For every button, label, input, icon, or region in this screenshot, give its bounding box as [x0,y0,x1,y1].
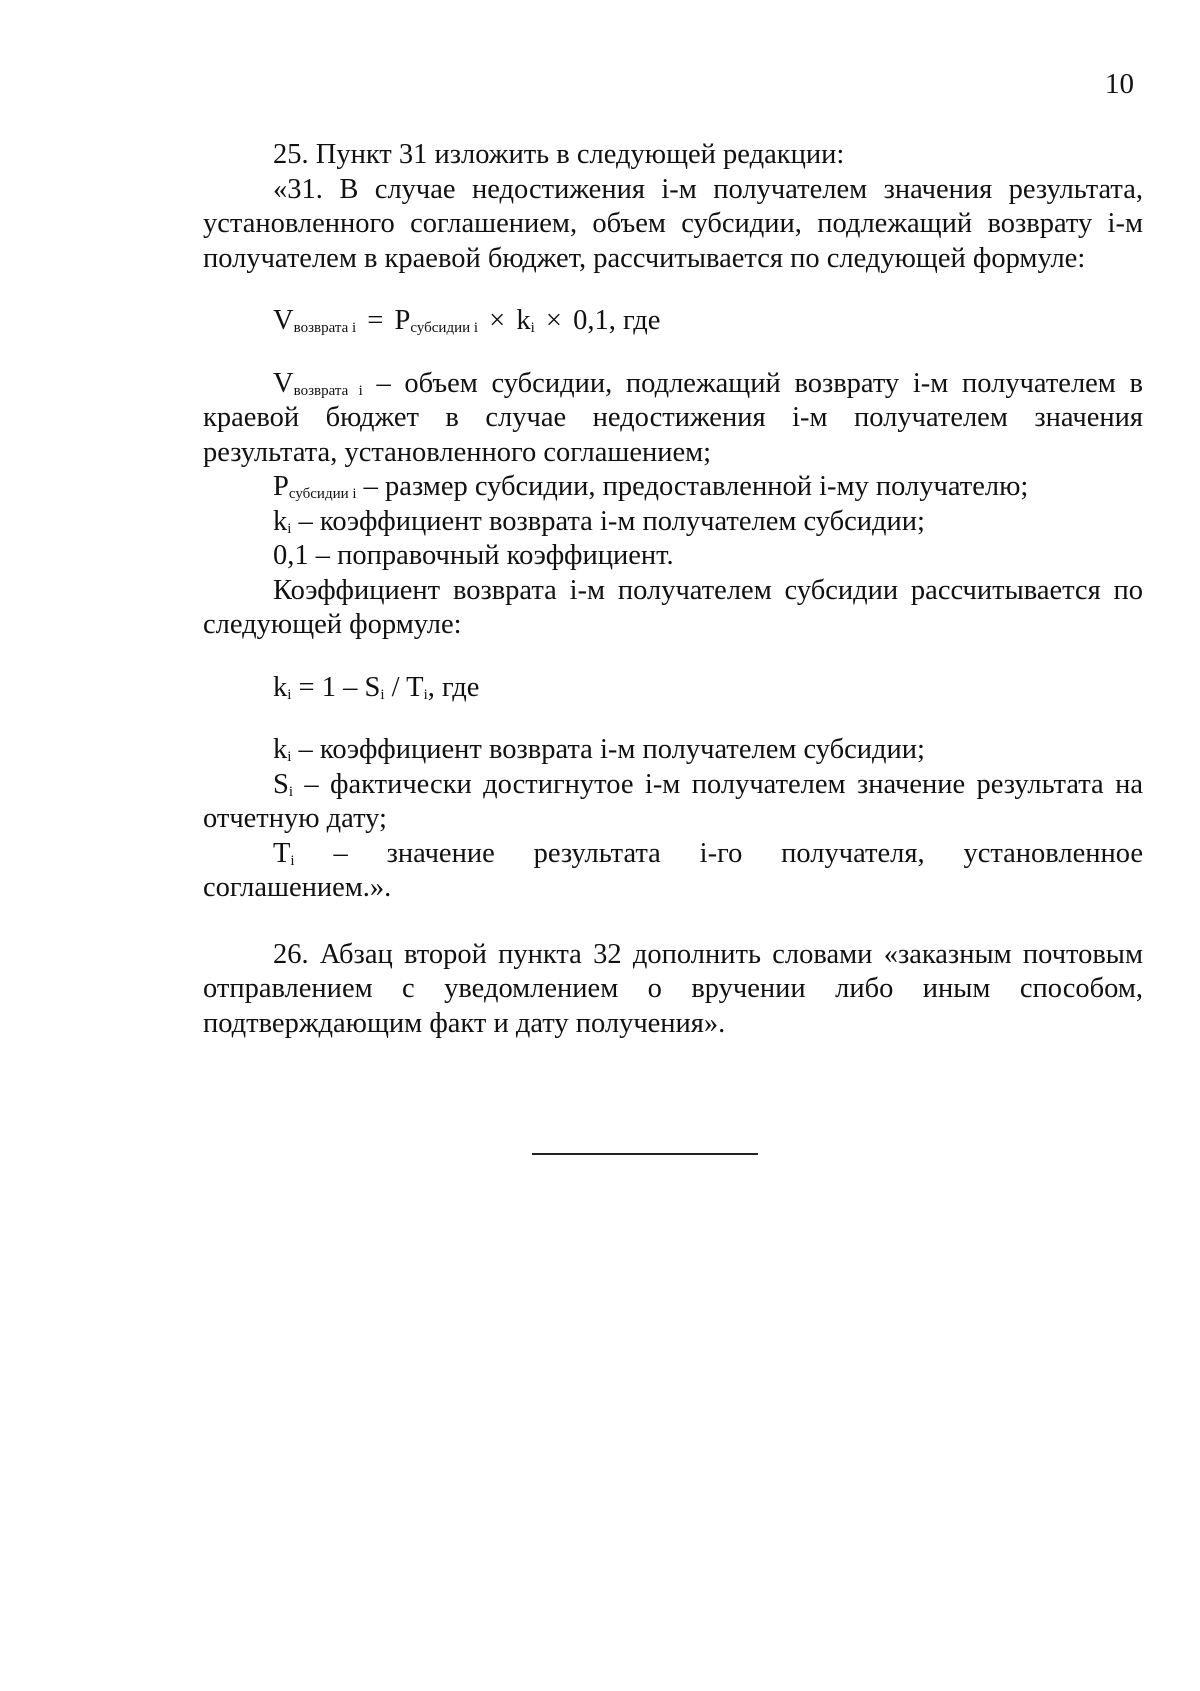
definition-p-symbol: P [273,471,289,502]
definition-t-symbol: T [273,837,291,869]
definition-k2-text: – коэффициент возврата i-м получателем субсидии; [298,734,925,765]
definition-k [203,505,1143,540]
formula-k-subscript: i [530,320,535,336]
definition-v-symbol: V [273,367,294,399]
definition-t-text: – значение результата i-го получателя, установленное соглашением.». [203,837,1144,903]
item-25-heading: 25. Пункт 31 изложить в следующей редакции: [273,139,845,170]
formula-k-symbol: k [516,305,531,336]
definition-s-subscript: i [288,783,294,800]
definition-correction-coefficient: 0,1 – поправочный коэффициент. [273,540,674,571]
item-26-text: 26. Абзац второй пункта 32 дополнить словами «заказным почтовым отправлением с уведомлением о вручении либо иным способом, подтверждающим факт и дату получения». [203,938,1143,1039]
definition-t [203,837,1143,906]
definition-v [203,367,1143,471]
definition-k-text: – коэффициент возврата i-м получателем субсидии; [298,505,925,537]
coefficient-intro: Коэффициент возврата i-м получателем субсидии рассчитывается по следующей формуле: [203,574,1143,640]
definition-s [203,768,1143,837]
document-body [203,138,1143,1041]
formula-return-coefficient [203,671,1143,706]
definition-p [203,470,1143,505]
item-31-intro: «31. В случае недостижения i-м получателем значения результата, установленного соглашением, объем субсидии, подлежащий возврату i-м получателем в краевой бюджет, рассчитывается по следующей формуле: [203,173,1143,274]
definition-k-symbol: k [273,505,288,537]
formula2-s-subscript: i [380,686,385,703]
definition-p-text: – размер субсидии, предоставленной i-му получателю; [363,471,1029,502]
formula2-k-subscript: i [287,686,292,703]
formula-times-2: × [545,305,562,336]
definition-k2 [203,733,1143,768]
paragraph-gap [203,906,1143,938]
definition-k2-subscript: i [287,749,292,765]
formula2-tail: , где [427,671,480,703]
formula2-middle: = 1 – S [298,671,381,703]
definition-k2-symbol: k [273,734,288,765]
formula-v-subscript: возврата i [293,320,357,336]
end-of-document-line [532,1153,758,1155]
definition-p-subscript: субсидии i [288,486,357,502]
definition-v-subscript: возврата i [293,382,363,399]
formula-times-1: × [489,305,506,336]
formula-equals: = [367,305,384,336]
formula2-k-symbol: k [273,671,288,703]
definition-s-symbol: S [273,768,289,800]
formula2-slash: / T [391,671,424,703]
formula-p-subscript: субсидии i [410,320,479,336]
definition-t-subscript: i [290,852,295,869]
formula-p-symbol: P [394,305,411,336]
definition-k-subscript: i [287,520,292,537]
formula-volume-return [203,304,1143,339]
formula2-t-subscript: i [423,686,428,703]
formula-v-symbol: V [273,305,294,336]
definition-s-text: – фактически достигнутое i-м получателем значение результата на отчетную дату; [203,768,1143,834]
page-number: 10 [1105,68,1134,100]
formula-tail: 0,1, где [573,305,661,336]
definition-v-text: – объем субсидии, подлежащий возврату i-м получателем в краевой бюджет в случае недостижения i-м получателем значения результата, установленного соглашением; [203,367,1143,468]
